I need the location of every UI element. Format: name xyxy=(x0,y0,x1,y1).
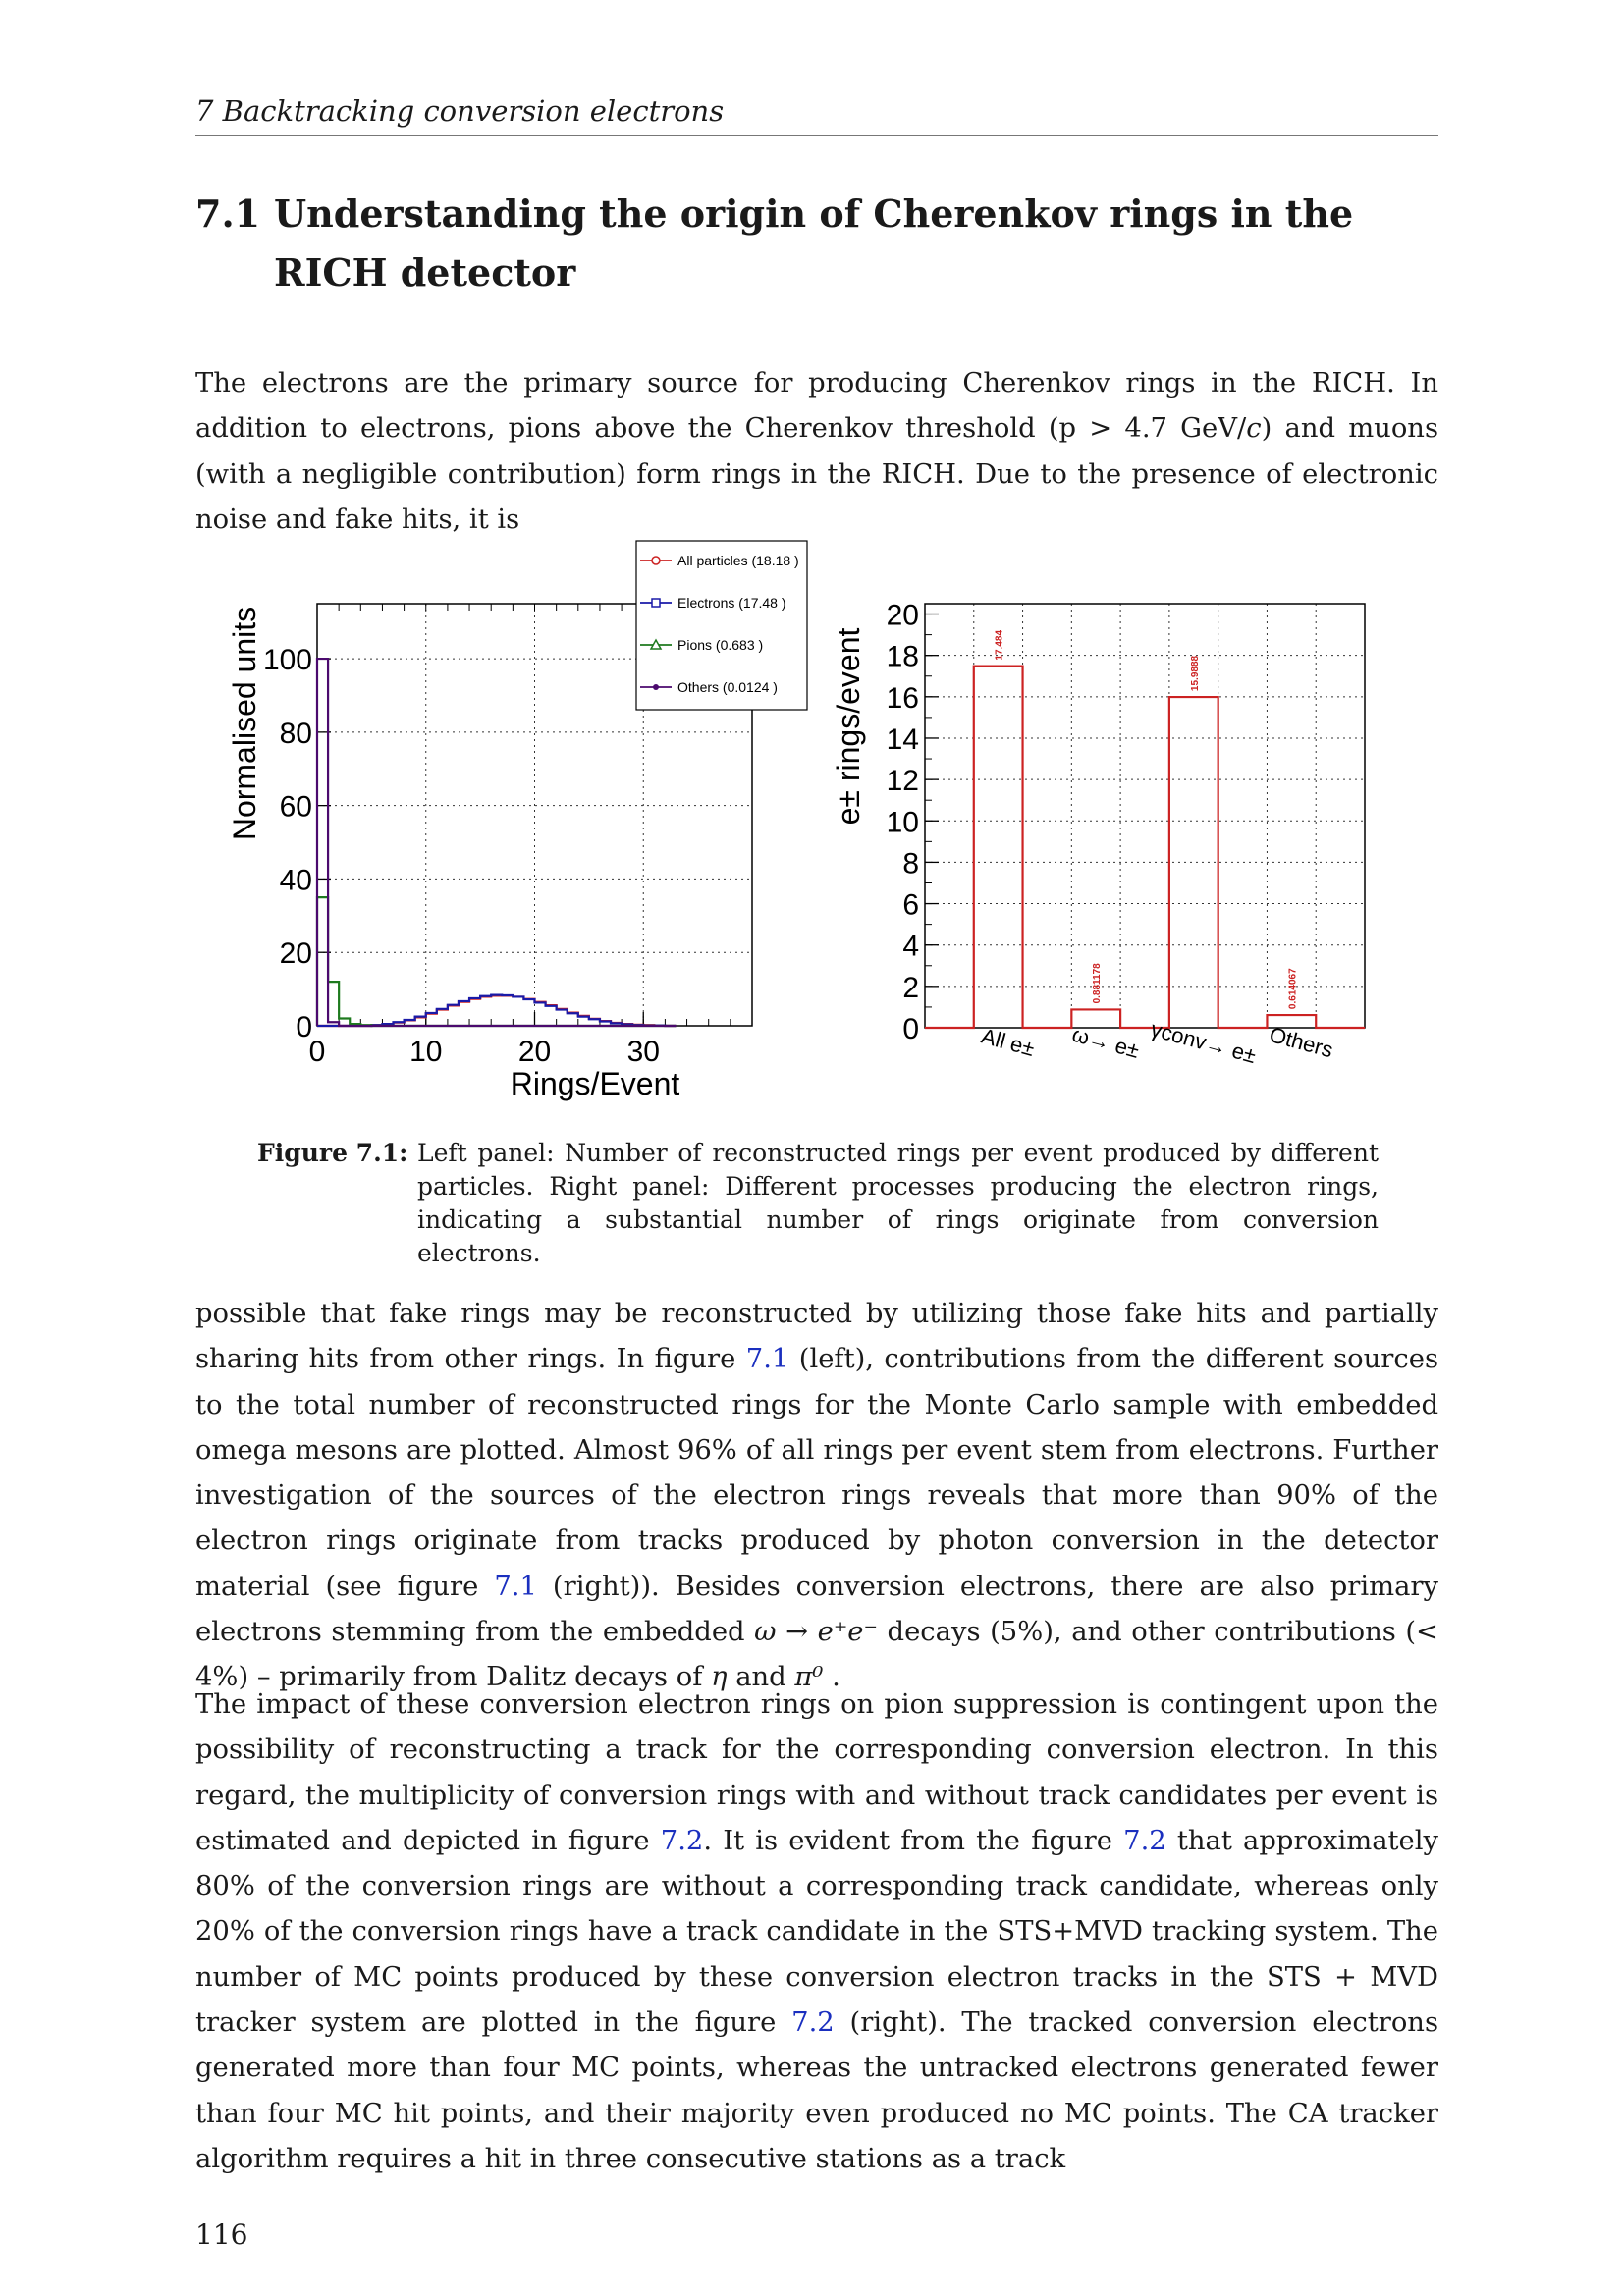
figure-ref-7-2-a[interactable]: 7.2 xyxy=(660,1825,704,1856)
left-ytick-label-80: 80 xyxy=(279,717,312,750)
figure-ref-7-1-b[interactable]: 7.1 xyxy=(494,1571,537,1602)
legend-marker-1 xyxy=(652,599,660,607)
para2-math-omega: ω → e⁺e⁻ xyxy=(754,1617,878,1648)
right-bar-label-0: 17.484 xyxy=(994,629,1005,661)
right-ytick-label-16: 16 xyxy=(886,681,919,715)
left-ytick-label-100: 100 xyxy=(262,644,312,677)
running-header: 7 Backtracking conversion electrons xyxy=(195,94,1438,136)
left-ylabel: Normalised units xyxy=(227,606,262,841)
left-xtick-label-20: 20 xyxy=(517,1036,552,1068)
right-category-3: Others xyxy=(1267,1022,1336,1063)
para2-s3: (right)). Besides conversion electrons, there are also primary electrons stemming from the embedded xyxy=(195,1571,1439,1648)
right-category-1: ω→ e± xyxy=(1069,1021,1143,1063)
right-category-2: γconv→ e± xyxy=(1148,1016,1260,1069)
right-ylabel-text: e± rings/event xyxy=(831,627,866,826)
legend-label-1: Electrons (17.48 ) xyxy=(677,595,786,611)
paragraph-sources xyxy=(195,1292,1438,1701)
left-legend xyxy=(636,541,807,710)
right-ytick-label-14: 14 xyxy=(886,722,919,756)
left-xtick-label-10: 10 xyxy=(409,1036,443,1068)
right-bar-0 xyxy=(974,667,1023,1028)
figure-label: Figure 7.1: xyxy=(257,1139,408,1167)
left-ytick-label-20: 20 xyxy=(279,937,312,971)
section-number: 7.1 xyxy=(195,191,261,236)
right-panel xyxy=(831,600,1365,1069)
left-ytick-label-60: 60 xyxy=(279,790,312,824)
right-bar-outline xyxy=(925,667,1365,1028)
para2-math-pi0: π⁰ xyxy=(794,1662,824,1693)
figure-caption xyxy=(257,1137,1379,1270)
legend-label-2: Pions (0.683 ) xyxy=(677,637,764,653)
para2-s5: and xyxy=(727,1662,795,1693)
para2-s2: (left), contributions from the different sources to the total number of reconstructed rings for the Monte Carlo sample with embedded omega mesons are plotted. Almost 96% of all rings per event stem from electrons. Further investigation of the sources of the electron rings reveals that more than 90% of the electron rings originate from tracks produced by photon conversion in the detector material (see figure xyxy=(195,1344,1438,1602)
left-ytick-label-0: 0 xyxy=(296,1011,312,1043)
right-bar-label-1: 0.881178 xyxy=(1092,963,1104,1004)
figure-ref-7-2-b[interactable]: 7.2 xyxy=(1123,1825,1166,1856)
left-xlabel: Rings/Event xyxy=(510,1066,680,1101)
figure-caption-text: Left panel: Number of reconstructed rings per event produced by different particles. Right panel: Different processes producing the electron rings, indicating a substantial number of rings originate from conversion electrons. xyxy=(417,1139,1379,1267)
right-ytick-label-20: 20 xyxy=(886,599,919,632)
legend-label-0: All particles (18.18 ) xyxy=(677,553,799,568)
left-series-3 xyxy=(317,659,676,1026)
para3-s3: that approximately 80% of the conversion rings are without a corresponding track candidate, whereas only 20% of the conversion rings have a track candidate in the STS+MVD tracking system. The number of MC points produced by these conversion electron tracks in the STS + MVD tracker system are plotted in the figure xyxy=(195,1825,1439,2039)
right-category-labels xyxy=(979,1016,1336,1068)
para3-s2: . It is evident from the figure xyxy=(703,1825,1124,1856)
legend-label-3: Others (0.0124 ) xyxy=(677,679,778,695)
left-series-1 xyxy=(317,995,676,1026)
legend-marker-3 xyxy=(653,684,659,690)
right-ytick-label-4: 4 xyxy=(902,930,919,963)
right-frame xyxy=(925,604,1365,1028)
para1-text-a: The electrons are the primary source for producing Cherenkov rings in the RICH. In addition to electrons, pions above the Cherenkov threshold (p > 4.7 GeV/ xyxy=(195,368,1438,445)
para1-math-c: c xyxy=(1246,413,1262,445)
right-ytick-label-12: 12 xyxy=(886,765,919,798)
section-title: Understanding the origin of Cherenkov rings in the RICH detector xyxy=(274,191,1354,294)
right-bar-2 xyxy=(1169,697,1218,1028)
left-series-0 xyxy=(317,995,676,1026)
right-ylabel xyxy=(831,628,866,826)
para2-math-eta: η xyxy=(711,1662,728,1693)
left-xtick-label-30: 30 xyxy=(626,1036,660,1068)
para2-s4: decays (5%), and other contributions (< 4%) – primarily from Dalitz decays of xyxy=(195,1617,1438,1693)
left-panel xyxy=(227,541,807,1101)
left-series xyxy=(317,659,676,1026)
right-grid xyxy=(925,604,1365,1028)
left-ytick-label-40: 40 xyxy=(279,864,312,897)
right-ytick-label-2: 2 xyxy=(902,971,919,1004)
figure-ref-7-1-a[interactable]: 7.1 xyxy=(745,1344,789,1375)
left-xtick-label-0: 0 xyxy=(308,1036,326,1068)
right-ticks xyxy=(887,600,939,1045)
para1-text-b: ) and muons (with a negligible contribution) form rings in the RICH. Due to the presence of electronic noise and fake hits, it is xyxy=(195,413,1439,535)
para3-s4: (right). The tracked conversion electrons generated more than four MC points, whereas the untracked electrons generated fewer than four MC hit points, and their majority even produced no MC points. The CA tracker algorithm requires a hit in three consecutive stations as a track xyxy=(195,2007,1439,2174)
figure-7-1 xyxy=(0,0,1624,1129)
figure-ref-7-2-c[interactable]: 7.2 xyxy=(791,2007,835,2039)
page-number: 116 xyxy=(195,2218,248,2251)
left-series-2 xyxy=(317,897,676,1026)
para2-s6: . xyxy=(823,1662,840,1693)
right-ytick-label-8: 8 xyxy=(902,847,919,881)
legend-marker-0 xyxy=(652,557,660,564)
paragraph-impact xyxy=(195,1682,1438,2182)
right-bars xyxy=(925,630,1365,1028)
right-bar-label-2: 15.9888 xyxy=(1189,655,1201,692)
para3-s1: The impact of these conversion electron rings on pion suppression is contingent upon the possibility of reconstructing a track for the corresponding conversion electron. In this regard, the multiplicity of conversion rings with and without track candidates per event is estimated and depicted in figure xyxy=(195,1689,1438,1856)
right-category-0: All e± xyxy=(978,1023,1038,1061)
right-ytick-label-6: 6 xyxy=(902,888,919,922)
right-ytick-label-0: 0 xyxy=(902,1013,919,1045)
right-ytick-label-18: 18 xyxy=(886,640,919,673)
right-bar-label-3: 0.614067 xyxy=(1287,968,1299,1010)
para2-s1: possible that fake rings may be reconstructed by utilizing those fake hits and partially sharing hits from other rings. In figure xyxy=(195,1299,1438,1375)
right-ytick-label-10: 10 xyxy=(886,806,919,839)
